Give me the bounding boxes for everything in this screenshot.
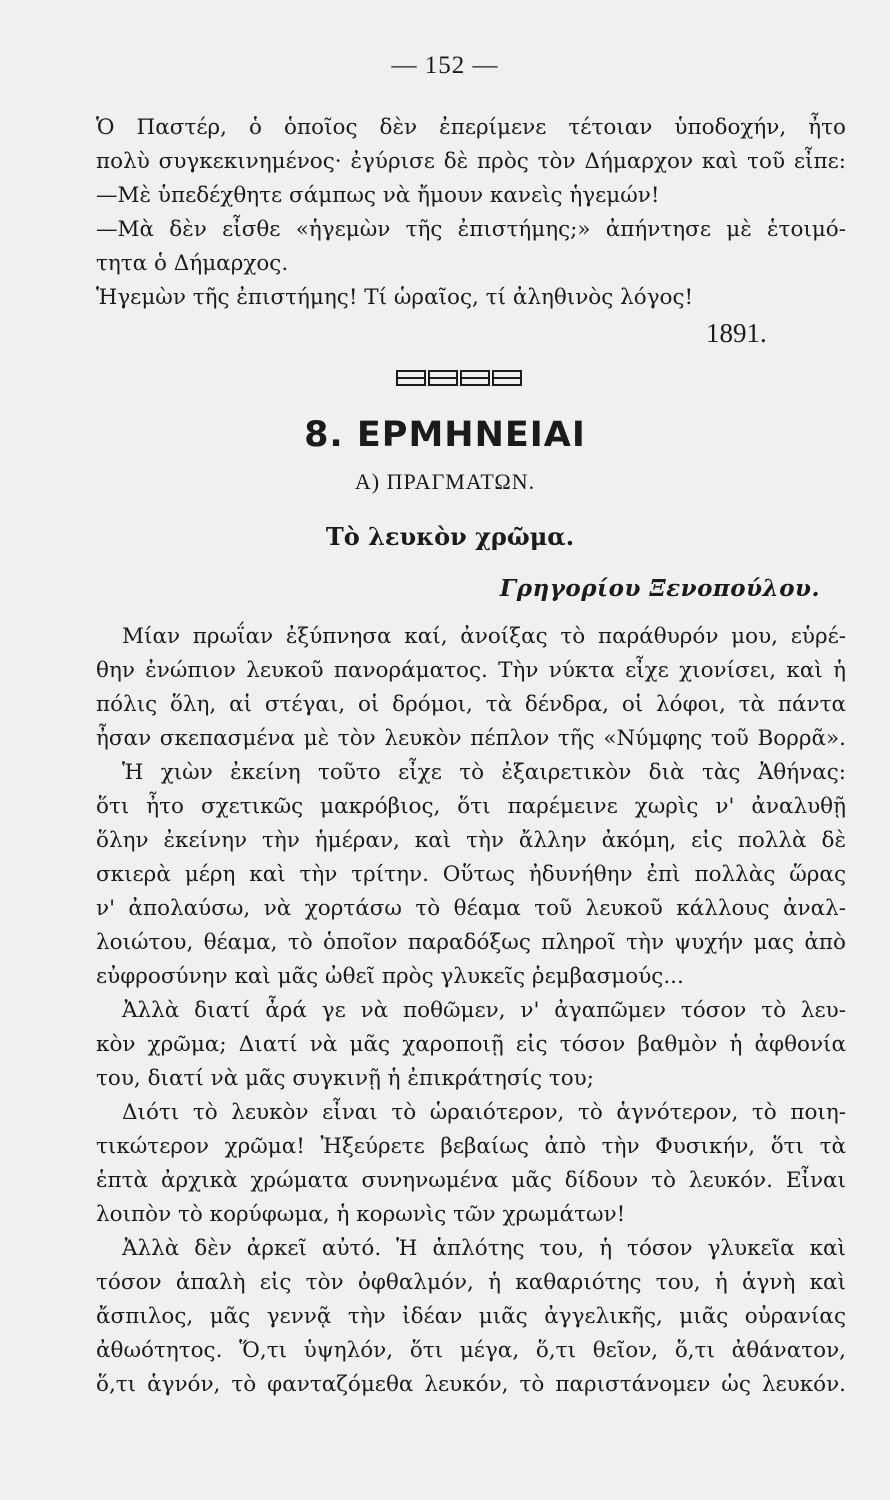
year-date: 1891. xyxy=(706,318,767,348)
text-line: τητα ὁ Δήμαρχος. xyxy=(96,251,289,276)
text-line: εὐφροσύνην καὶ μᾶς ὠθεῖ πρὸς γλυκεῖς ῥεμβασμούς... xyxy=(96,964,684,989)
text-line: σκιερὰ μέρη καὶ τὴν τρίτην. Οὕτως ἠδυνήθην ἐπὶ πολλὰς ὥρας xyxy=(96,862,846,887)
text-line: τικώτερον χρῶμα! Ἠξεύρετε βεβαίως ἀπὸ τὴν Φυσικήν, ὅτι τὰ xyxy=(96,1134,846,1159)
text-line: πολὺ συγκεκινημένος· ἐγύρισε δὲ πρὸς τὸν Δήμαρχον καὶ τοῦ εἶπε: xyxy=(96,149,846,174)
text-line: —Μὲ ὑπεδέχθητε σάμπως νὰ ἤμουν κανεὶς ἡγεμών! xyxy=(96,183,660,208)
text-line: ἀθωότητος. Ὅ,τι ὑψηλόν, ὅτι μέγα, ὅ,τι θεῖον, ὅ,τι ἀθάνατον, xyxy=(96,1338,846,1363)
text-line: θην ἐνώπιον λευκοῦ πανοράματος. Τὴν νύκτα εἶχε χιονίσει, καὶ ἡ xyxy=(96,658,846,683)
text-line: λοιπὸν τὸ κορύφωμα, ἡ κορωνὶς τῶν χρωμάτων! xyxy=(96,1202,626,1227)
ornament-divider xyxy=(395,369,525,387)
text-line: ὅτι ἦτο σχετικῶς μακρόβιος, ὅτι παρέμεινε χωρὶς ν' ἀναλυθῇ xyxy=(96,794,846,819)
text-line: Ἡ χιὼν ἐκείνη τοῦτο εἶχε τὸ ἐξαιρετικὸν διὰ τὰς Ἀθήνας: xyxy=(122,760,846,785)
text-line: του, διατί νὰ μᾶς συγκινῇ ἡ ἐπικράτησίς του; xyxy=(96,1066,594,1091)
text-line: Διότι τὸ λευκὸν εἶναι τὸ ὡραιότερον, τὸ ἁγνότερον, τὸ ποιη- xyxy=(122,1100,846,1125)
text-line: Ἀλλὰ διατί ἆρά γε νὰ ποθῶμεν, ν' ἀγαπῶμεν τόσον τὸ λευ- xyxy=(122,998,846,1023)
text-line: κὸν χρῶμα; Διατί νὰ μᾶς χαροποιῇ εἰς τόσον βαθμὸν ἡ ἀφθονία xyxy=(96,1032,846,1057)
text-line: ν' ἀπολαύσω, νὰ χορτάσω τὸ θέαμα τοῦ λευκοῦ κάλλους ἀναλ- xyxy=(96,896,846,921)
text-line: Μίαν πρωΐαν ἐξύπνησα καί, ἀνοίξας τὸ παράθυρόν μου, εὑρέ- xyxy=(122,624,846,649)
text-line: ὅ,τι ἁγνόν, τὸ φανταζόμεθα λευκόν, τὸ παριστάνομεν ὡς λευκόν. xyxy=(96,1372,846,1397)
section-subheading: Α) ΠΡΑΓΜΑΤΩΝ. xyxy=(354,469,536,494)
article-title: Τὸ λευκὸν χρῶμα. xyxy=(325,522,575,551)
text-line: ἑπτὰ ἀρχικὰ χρώματα συνηνωμένα μᾶς δίδουν τὸ λευκόν. Εἶναι xyxy=(96,1168,846,1193)
text-line: πόλις ὅλη, αἱ στέγαι, οἱ δρόμοι, τὰ δένδρα, οἱ λόφοι, τὰ πάντα xyxy=(96,692,846,717)
section-heading: 8. ΕΡΜΗΝΕΙΑΙ xyxy=(304,415,586,455)
page-number: — 152 — xyxy=(391,52,499,79)
text-line: ὅλην ἐκείνην τὴν ἡμέραν, καὶ τὴν ἄλλην ἀκόμη, εἰς πολλὰ δὲ xyxy=(96,828,846,853)
text-line: λοιώτου, θέαμα, τὸ ὁποῖον παραδόξως πληροῖ τὴν ψυχήν μας ἀπὸ xyxy=(96,930,846,955)
text-line: ἦσαν σκεπασμένα μὲ τὸν λευκὸν πέπλον τῆς «Νύμφης τοῦ Βορρᾶ». xyxy=(96,726,846,751)
text-line: τόσον ἁπαλὴ εἰς τὸν ὀφθαλμόν, ἡ καθαριότης του, ἡ ἁγνὴ καὶ xyxy=(96,1270,846,1295)
text-line: —Μὰ δὲν εἶσθε «ἡγεμὼν τῆς ἐπιστήμης;» ἀπήντησε μὲ ἑτοιμό- xyxy=(96,217,846,242)
text-line: ἄσπιλος, μᾶς γεννᾷ τὴν ἰδέαν μιᾶς ἀγγελικῆς, μιᾶς οὐρανίας xyxy=(96,1304,846,1329)
article-author: Γρηγορίου Ξενοπούλου. xyxy=(499,575,820,602)
text-line: Ὁ Παστέρ, ὁ ὁποῖος δὲν ἐπερίμενε τέτοιαν ὑποδοχήν, ἦτο xyxy=(96,115,846,140)
text-line: Ἡγεμὼν τῆς ἐπιστήμης! Τί ὡραῖος, τί ἀληθινὸς λόγος! xyxy=(96,285,694,310)
text-line: Ἀλλὰ δὲν ἀρκεῖ αὐτό. Ἡ ἁπλότης του, ἡ τόσον γλυκεῖα καὶ xyxy=(122,1236,846,1261)
